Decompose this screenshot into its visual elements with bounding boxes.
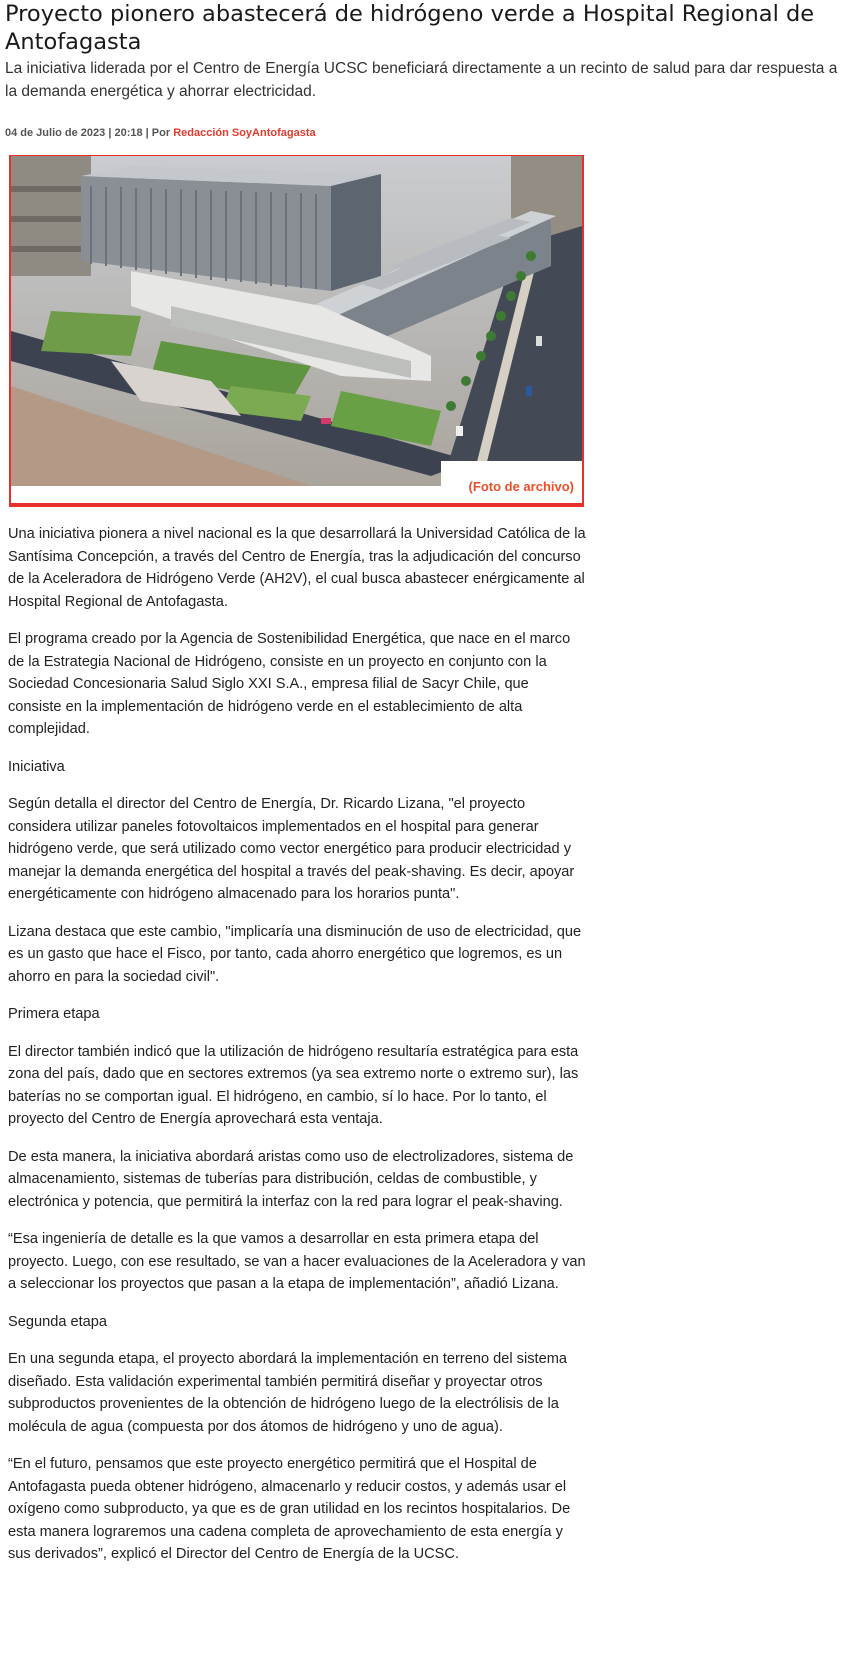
article-body (8, 523, 586, 1581)
paragraph-1: Una iniciativa pionera a nivel nacional es la que desarrollará la Universidad Católica de la Santísima Concepción, a través del Centro de Energía, tras la adjudicación del concurso de la Aceleradora de Hidrógeno Verde (AH2V), el cual busca abastecer enérgicamente al Hospital Regional de Antofagasta. (8, 526, 586, 610)
photo-caption: (Foto de archivo) (468, 479, 574, 494)
paragraph-3: Según detalla el director del Centro de Energía, Dr. Ricardo Lizana, "el proyecto considera utilizar paneles fotovoltaicos implementados en el hospital para generar hidrógeno verde, que será utilizado como vector energético para producir electricidad y manejar la demanda energética del hospital a través del peak-shaving. Es decir, apoyar energéticamente con hidrógeno almacenado para los horarios punta". (8, 796, 575, 902)
paragraph-9: “En el futuro, pensamos que este proyecto energético permitirá que el Hospital de Antofagasta pueda obtener hidrógeno, almacenarlo y reducir costos, y además usar el oxígeno como subproducto, ya que es de gran utilidad en los recintos hospitalarios. De esta manera lograremos una cadena completa de aprovechamiento de esta energía y sus derivados”, explicó el Director del Centro de Energía de la UCSC. (8, 1456, 571, 1562)
subheading-iniciativa: Iniciativa (8, 758, 65, 775)
paragraph-8: En una segunda etapa, el proyecto abordará la implementación en terreno del sistema diseñado. Esta validación experimental también permitirá diseñar y proyectar otros subproductos provenientes de la obtención de hidrógeno luego de la electrólisis de la molécula de agua (compuesta por dos átomos de hidrógeno y uno de agua). (8, 1351, 567, 1435)
article-lead: La iniciativa liderada por el Centro de Energía UCSC beneficiará directamente a un recinto de salud para dar respuesta a la demanda energética y ahorrar electricidad. (5, 60, 838, 100)
paragraph-2: El programa creado por la Agencia de Sostenibilidad Energética, que nace en el marco de la Estrategia Nacional de Hidrógeno, consiste en un proyecto en conjunto con la Sociedad Concesionaria Salud Siglo XXI S.A., empresa filial de Sacyr Chile, que consiste en la implementación de hidrógeno verde en el establecimiento de alta complejidad. (8, 631, 571, 737)
date-line: 04 de Julio de 2023 | 20:18 | Por (5, 127, 174, 139)
article-title: Proyecto pionero abastecerá de hidrógeno verde a Hospital Regional de Antofagasta (5, 1, 815, 55)
author-link[interactable]: Redacción SoyAntofagasta (173, 127, 316, 139)
subheading-segunda-etapa: Segunda etapa (8, 1313, 108, 1330)
paragraph-7: “Esa ingeniería de detalle es la que vamos a desarrollar en esta primera etapa del proyecto. Luego, con ese resultado, se van a hacer evaluaciones de la Aceleradora y van a seleccionar los proyectos que pasan a la etapa de implementación”, añadió Lizana. (8, 1231, 586, 1292)
subheading-primera-etapa: Primera etapa (8, 1006, 100, 1022)
paragraph-6: De esta manera, la iniciativa abordará aristas como uso de electrolizadores, sistema de almacenamiento, sistemas de tuberías para distribución, celdas de combustible, y electrónica y potencia, que permitirá la interfaz con la red para lograr el peak-shaving. (8, 1148, 574, 1210)
byline (5, 126, 316, 140)
article-photo (9, 155, 584, 505)
paragraph-4: Lizana destaca que este cambio, "implicaría una disminución de uso de electricidad, que es un gasto que hace el Fisco, por tanto, cada ahorro energético que logremos, es un ahorro en para la sociedad civil". (8, 923, 582, 985)
paragraph-5: El director también indicó que la utilización de hidrógeno resultaría estratégica para esta zona del país, dado que en sectores extremos (ya sea extremo norte o extremo sur), las baterías no se comportan igual. El hidrógeno, en cambio, sí lo hace. Por lo tanto, el proyecto del Centro de Energía aprovechará esta ventaja. (8, 1043, 579, 1127)
hospital-aerial-photo (11, 156, 582, 486)
